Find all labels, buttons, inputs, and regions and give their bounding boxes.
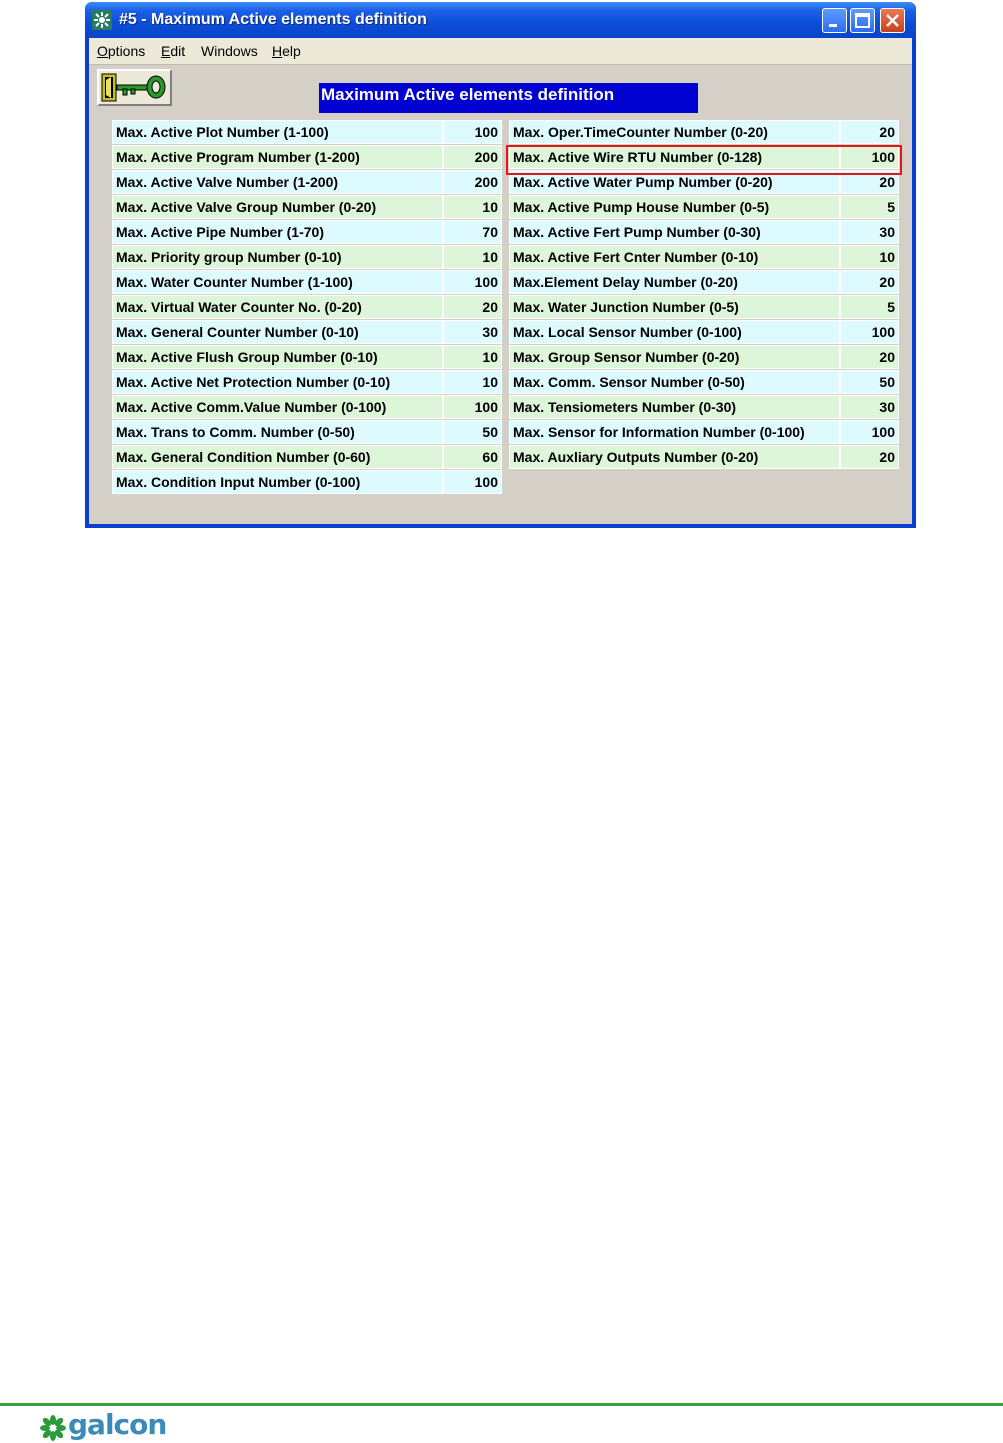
setting-value-field[interactable]: 5	[840, 195, 899, 219]
setting-value-field[interactable]: 30	[443, 320, 502, 344]
menu-help-mnemonic: H	[272, 43, 283, 59]
minimize-icon	[823, 9, 846, 32]
setting-value-field[interactable]: 60	[443, 445, 502, 469]
exit-door-button[interactable]	[97, 69, 172, 106]
menu-windows[interactable]	[201, 43, 258, 59]
setting-label: Max. Active Wire RTU Number (0-128)	[509, 145, 840, 169]
setting-value-field[interactable]: 70	[443, 220, 502, 244]
setting-label: Max. Sensor for Information Number (0-100)	[509, 420, 840, 444]
close-icon	[881, 9, 904, 32]
menu-edit-label: dit	[170, 43, 186, 59]
setting-value-field[interactable]: 10	[840, 245, 899, 269]
setting-value-field[interactable]: 100	[443, 395, 502, 419]
setting-label: Max. Active Net Protection Number (0-10)	[112, 370, 443, 394]
setting-label: Max. Local Sensor Number (0-100)	[509, 320, 840, 344]
menu-help[interactable]	[272, 43, 301, 59]
setting-label: Max. Active Water Pump Number (0-20)	[509, 170, 840, 194]
setting-value-field[interactable]: 200	[443, 170, 502, 194]
setting-value-field[interactable]: 200	[443, 145, 502, 169]
setting-value-field[interactable]: 20	[840, 270, 899, 294]
setting-value-field[interactable]: 30	[840, 220, 899, 244]
setting-label: Max.Element Delay Number (0-20)	[509, 270, 840, 294]
setting-label: Max. Active Program Number (1-200)	[112, 145, 443, 169]
menu-edit[interactable]	[161, 43, 185, 59]
setting-label: Max. Active Plot Number (1-100)	[112, 120, 443, 144]
setting-label: Max. Trans to Comm. Number (0-50)	[112, 420, 443, 444]
setting-label: Max. General Condition Number (0-60)	[112, 445, 443, 469]
menu-options-label: ptions	[107, 43, 146, 59]
setting-value-field[interactable]: 20	[840, 120, 899, 144]
window-title: #5 - Maximum Active elements definition	[119, 11, 427, 28]
footer-rule	[0, 1403, 1003, 1406]
menu-bar	[89, 38, 912, 65]
setting-label: Max. Auxliary Outputs Number (0-20)	[509, 445, 840, 469]
setting-value-field[interactable]: 10	[443, 195, 502, 219]
setting-label: Max. General Counter Number (0-10)	[112, 320, 443, 344]
setting-value-field[interactable]: 20	[840, 170, 899, 194]
setting-value-field[interactable]: 10	[443, 370, 502, 394]
title-bar[interactable]	[85, 2, 916, 38]
app-window	[85, 2, 916, 528]
setting-label: Max. Active Valve Number (1-200)	[112, 170, 443, 194]
close-button[interactable]	[880, 8, 905, 33]
setting-label: Max. Condition Input Number (0-100)	[112, 470, 443, 494]
setting-value-field[interactable]: 100	[840, 320, 899, 344]
menu-windows-label: Windows	[201, 43, 258, 59]
setting-label: Max. Oper.TimeCounter Number (0-20)	[509, 120, 840, 144]
door-key-icon	[99, 71, 170, 104]
setting-value-field[interactable]: 20	[840, 345, 899, 369]
setting-label: Max. Active Pump House Number (0-5)	[509, 195, 840, 219]
setting-value-field[interactable]: 20	[443, 295, 502, 319]
setting-label: Max. Virtual Water Counter No. (0-20)	[112, 295, 443, 319]
setting-label: Max. Active Fert Pump Number (0-30)	[509, 220, 840, 244]
section-header: Maximum Active elements definition	[319, 83, 698, 113]
setting-label: Max. Priority group Number (0-10)	[112, 245, 443, 269]
setting-value-field[interactable]: 100	[840, 420, 899, 444]
menu-options-mnemonic: O	[97, 43, 108, 59]
setting-value-field[interactable]: 30	[840, 395, 899, 419]
setting-label: Max. Active Flush Group Number (0-10)	[112, 345, 443, 369]
setting-value-field[interactable]: 50	[840, 370, 899, 394]
setting-label: Max. Water Counter Number (1-100)	[112, 270, 443, 294]
setting-value-field[interactable]: 10	[443, 245, 502, 269]
setting-value-field[interactable]: 10	[443, 345, 502, 369]
setting-value-field[interactable]: 100	[443, 470, 502, 494]
client-area	[89, 38, 912, 524]
setting-label: Max. Group Sensor Number (0-20)	[509, 345, 840, 369]
highlight-box	[506, 145, 902, 175]
setting-value-field[interactable]: 100	[840, 145, 899, 169]
setting-label: Max. Active Fert Cnter Number (0-10)	[509, 245, 840, 269]
setting-label: Max. Water Junction Number (0-5)	[509, 295, 840, 319]
setting-label: Max. Active Valve Group Number (0-20)	[112, 195, 443, 219]
galcon-flower-icon	[40, 1415, 66, 1441]
setting-value-field[interactable]: 100	[443, 120, 502, 144]
app-icon	[92, 10, 112, 30]
setting-label: Max. Active Pipe Number (1-70)	[112, 220, 443, 244]
menu-edit-mnemonic: E	[161, 43, 171, 59]
galcon-logo-text: galcon	[68, 1408, 167, 1441]
menu-help-label: elp	[282, 43, 301, 59]
maximize-button[interactable]	[850, 8, 875, 33]
setting-label: Max. Tensiometers Number (0-30)	[509, 395, 840, 419]
setting-value-field[interactable]: 100	[443, 270, 502, 294]
setting-value-field[interactable]: 20	[840, 445, 899, 469]
menu-options[interactable]	[97, 43, 145, 59]
setting-value-field[interactable]: 5	[840, 295, 899, 319]
maximize-icon	[851, 9, 874, 32]
setting-value-field[interactable]: 50	[443, 420, 502, 444]
setting-label: Max. Active Comm.Value Number (0-100)	[112, 395, 443, 419]
setting-label: Max. Comm. Sensor Number (0-50)	[509, 370, 840, 394]
minimize-button[interactable]	[822, 8, 847, 33]
